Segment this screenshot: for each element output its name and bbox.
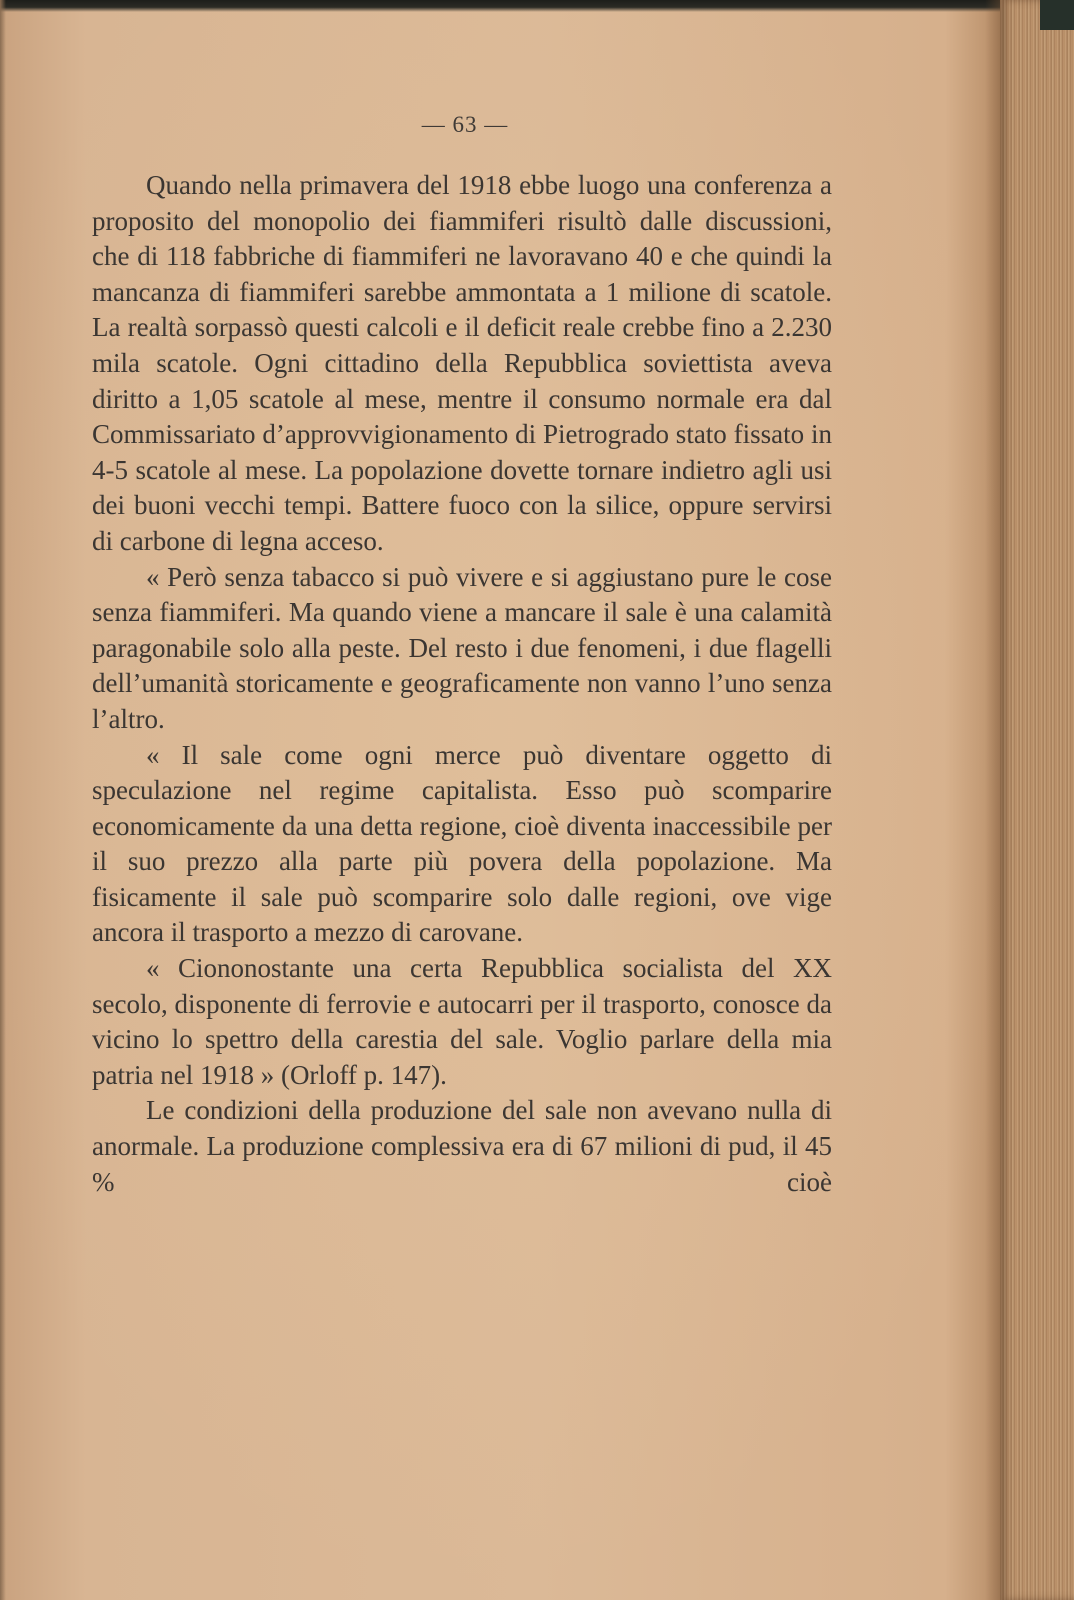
paragraph-3: « Il sale come ogni merce può diventare oggetto di speculazione nel regime capitalista. Esso può scomparire economicamente da una detta regione, cioè diventa inaccessibile per il suo prezzo alla parte più povera della popolazione. Ma fisicamente il sale può scomparire solo dalle regioni, ove vige ancora il trasporto a mezzo di carovane. <box>92 739 832 948</box>
paragraph-4: « Ciononostante una certa Repubblica socialista del XX secolo, disponente di ferrovie e autocarri per il trasporto, conosce da vicino lo spettro della carestia del sale. Voglio parlare della mia patria nel 1918 » (Orloff p. 147). <box>92 953 832 1090</box>
page-left-edge <box>0 0 6 1600</box>
page-number: — 63 — <box>421 112 509 137</box>
body-text <box>92 168 832 1200</box>
paragraph-1: Quando nella primavera del 1918 ebbe luogo una conferenza a proposito del monopolio dei fiammiferi risultò dalle discussioni, che di 118 fabbriche di fiammiferi ne lavoravano 40 e che quindi la mancanza di fiammiferi sarebbe ammontata a 1 milione di scatole. La realtà sorpassò questi calcoli e il deficit reale crebbe fino a 2.230 mila scatole. Ogni cittadino della Repubblica soviettista aveva diritto a 1,05 scatole al mese, mentre il consumo normale era dal Commissariato d’approvvigionamento di Pietrogrado stato fissato in 4-5 scatole al mese. La popolazione dovette tornare indietro agli usi dei buoni vecchi tempi. Battere fuoco con la silice, oppure servirsi di carbone di legna acceso. <box>92 170 832 556</box>
page-stack-edge <box>1000 0 1074 1600</box>
paragraph-2: « Però senza tabacco si può vivere e si aggiustano pure le cose senza fiammiferi. Ma quando viene a mancare il sale è una calamità paragonabile solo alla peste. Del resto i due fenomeni, i due flagelli dell’umanità storicamente e geograficamente non vanno l’uno senza l’altro. <box>92 561 832 734</box>
book-cover-corner <box>1040 0 1074 30</box>
paragraph-5: Le condizioni della produzione del sale non avevano nulla di anormale. La produzione complessiva era di 67 milioni di pud, il 45 % cioè <box>92 1095 832 1197</box>
page-top-edge <box>0 0 1074 12</box>
